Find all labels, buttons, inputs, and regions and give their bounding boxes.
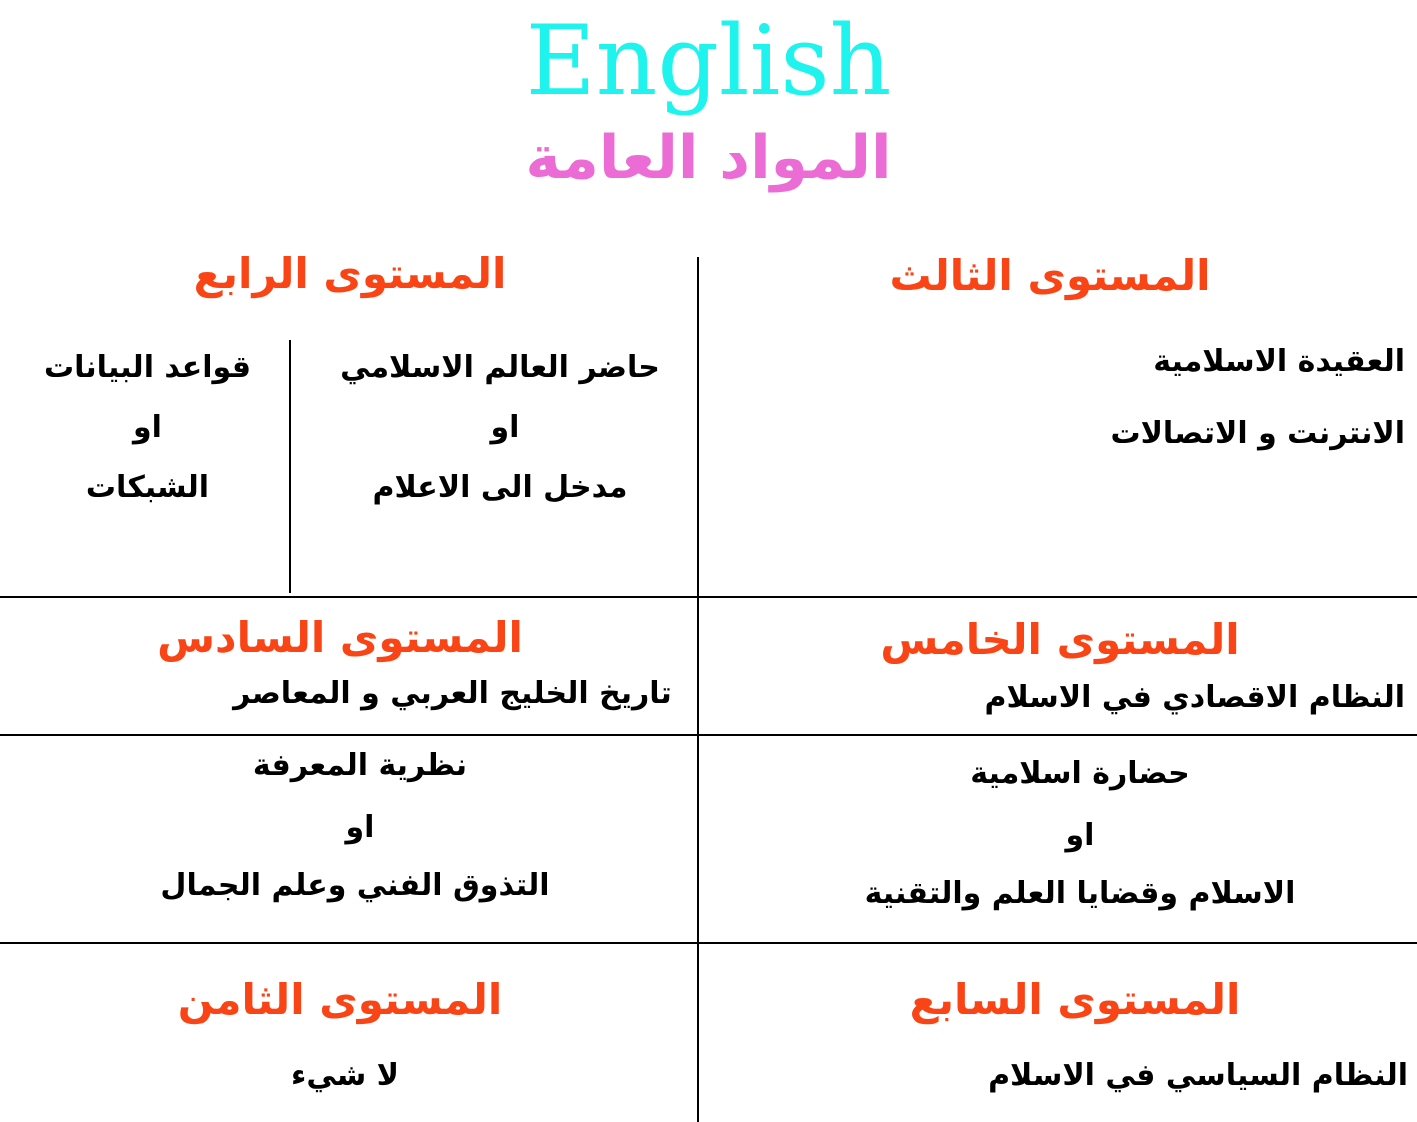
level4-heading: المستوى الرابع — [193, 249, 507, 298]
level3-subject-1: العقيدة الاسلامية — [1153, 344, 1405, 379]
level6-subject: تاريخ الخليج العربي و المعاصر — [233, 676, 672, 711]
row-divider-2 — [0, 734, 1417, 736]
level5-subject: النظام الاقصادي في الاسلام — [984, 680, 1405, 715]
row-divider-3 — [0, 942, 1417, 944]
level7-heading: المستوى السابع — [909, 975, 1241, 1024]
center-divider-bottom — [697, 944, 699, 1122]
level5-heading: المستوى الخامس — [880, 615, 1240, 664]
level8-subject: لا شيء — [291, 1058, 399, 1093]
level4-option-b-first: قواعد البيانات — [44, 350, 251, 385]
level3-heading: المستوى الثالث — [889, 251, 1211, 300]
level8-heading: المستوى الثامن — [177, 975, 503, 1024]
level4-option-b-or: او — [133, 410, 162, 445]
level6-elective-or: او — [345, 810, 375, 845]
level4-option-a-second: مدخل الى الاعلام — [372, 470, 628, 505]
level7-subject: النظام السياسي في الاسلام — [988, 1058, 1408, 1093]
page-title: English — [525, 5, 892, 117]
center-divider-middle — [697, 596, 699, 944]
level6-heading: المستوى السادس — [157, 613, 523, 662]
level5-elective-first: حضارة اسلامية — [970, 756, 1190, 791]
level6-elective-first: نظرية المعرفة — [252, 748, 468, 783]
row-divider-1 — [0, 596, 1417, 598]
page-subtitle: المواد العامة — [525, 123, 892, 193]
level4-option-a-first: حاضر العالم الاسلامي — [340, 350, 660, 385]
level6-elective-second: التذوق الفني وعلم الجمال — [160, 868, 550, 903]
level4-option-a-or: او — [490, 410, 520, 445]
level5-elective-second: الاسلام وقضايا العلم والتقنية — [864, 876, 1296, 911]
level4-option-b-second: الشبكات — [85, 470, 210, 505]
level5-elective-or: او — [1065, 818, 1095, 853]
level3-subject-2: الانترنت و الاتصالات — [1110, 416, 1405, 451]
level4-options-divider — [289, 340, 291, 593]
